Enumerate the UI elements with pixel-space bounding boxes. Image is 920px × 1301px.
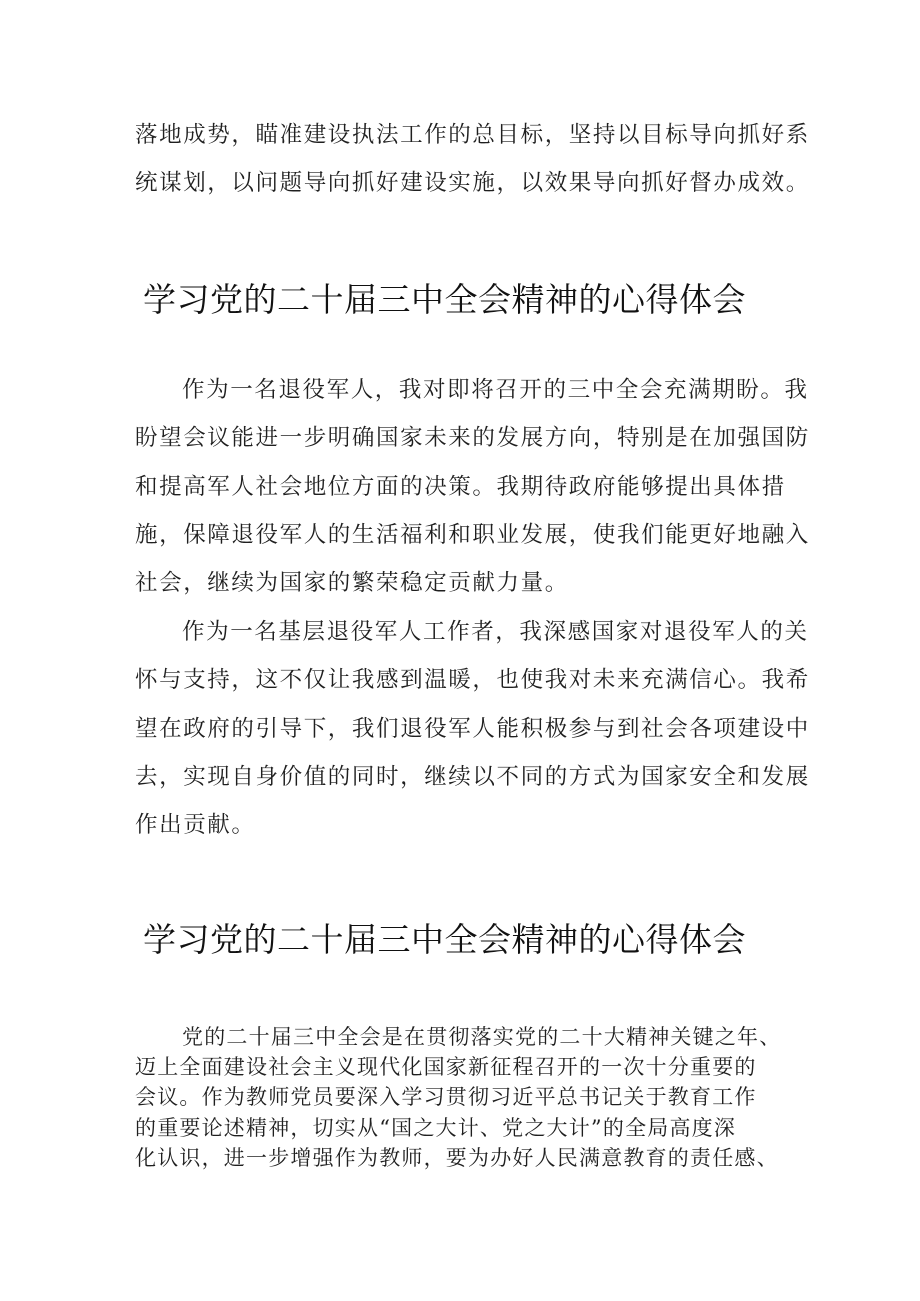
s2-p1-line-5: 化认识，进一步增强作为教师，要为办好人民满意教育的责任感、 [135,1146,779,1170]
s1-p1-line-3: 和提高军人社会地位方面的决策。我期待政府能够提出具体措 [135,474,786,500]
intro-line-1: 落地成势，瞄准建设执法工作的总目标，坚持以目标导向抓好系 [135,122,810,148]
section-2-title: 学习党的二十届三中全会精神的心得体会 [143,920,746,959]
s2-p1-line-2: 迈上全面建设社会主义现代化国家新征程召开的一次十分重要的 [135,1055,757,1079]
s2-p1-line-3: 会议。作为教师党员要深入学习贯彻习近平总书记关于教育工作 [135,1085,757,1109]
s1-p1-line-5: 社会，继续为国家的繁荣稳定贡献力量。 [135,570,569,596]
s1-p2-line-1: 作为一名基层退役军人工作者，我深感国家对退役军人的关 [182,619,809,645]
s1-p1-line-4: 施，保障退役军人的生活福利和职业发展，使我们能更好地融入 [135,522,810,548]
s2-p1-line-1: 党的二十届三中全会是在贯彻落实党的二十大精神关键之年、 [182,1025,782,1049]
s1-p2-line-2: 怀与支持，这不仅让我感到温暖，也使我对未来充满信心。我希 [135,667,810,693]
section-1-title: 学习党的二十届三中全会精神的心得体会 [143,280,746,319]
s1-p2-line-4: 去，实现自身价值的同时，继续以不同的方式为国家安全和发展 [135,764,810,790]
s1-p2-line-3: 望在政府的引导下，我们退役军人能积极参与到社会各项建设中 [135,716,810,742]
s1-p1-line-1: 作为一名退役军人，我对即将召开的三中全会充满期盼。我 [182,377,809,403]
intro-line-2: 统谋划，以问题导向抓好建设实施，以效果导向抓好督办成效。 [135,170,810,196]
s2-p1-line-4: 的重要论述精神，切实从“国之大计、党之大计”的全局高度深 [135,1116,737,1140]
s1-p2-line-5: 作出贡献。 [135,812,256,838]
s1-p1-line-2: 盼望会议能进一步明确国家未来的发展方向，特别是在加强国防 [135,425,810,451]
